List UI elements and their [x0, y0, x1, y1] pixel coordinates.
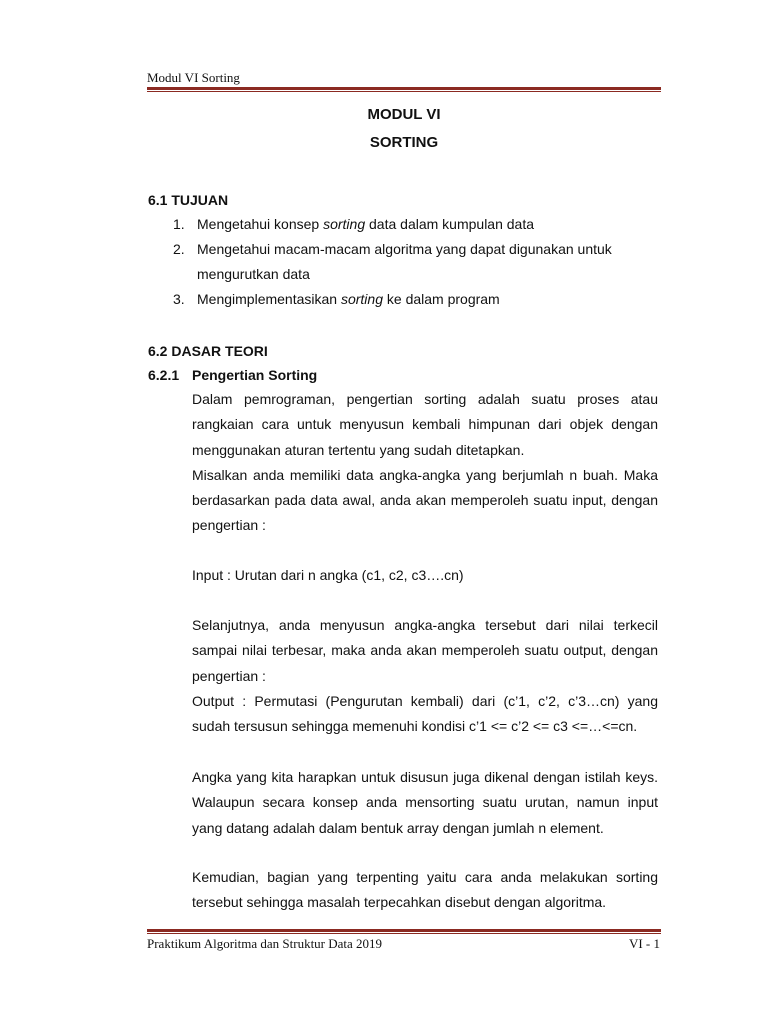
paragraph: Dalam pemrograman, pengertian sorting adalah suatu proses atau rangkaian cara untuk menyusun kembali himpunan dari objek dengan menggunakan aturan tertentu yang sudah ditetapkan. — [192, 391, 658, 458]
subsection-title: Pengertian Sorting — [192, 367, 318, 383]
subsection-heading — [148, 367, 317, 383]
paragraph-block — [192, 765, 658, 841]
list-number: 1. — [173, 216, 185, 232]
list-emphasis: sorting — [323, 216, 366, 232]
paragraph-block — [192, 689, 658, 740]
paragraph: Kemudian, bagian yang terpenting yaitu cara anda melakukan sorting tersebut sehingga masalah terpecahkan disebut dengan algoritma. — [192, 869, 658, 911]
list-emphasis: sorting — [340, 291, 383, 307]
list-text: Mengimplementasikan — [197, 291, 341, 307]
paragraph: Output : Permutasi (Pengurutan kembali) dari (c’1, c’2, c’3…cn) yang sudah tersusun sehingga memenuhi kondisi c’1 <= c’2 <= c3 <=…<=cn. — [192, 693, 658, 735]
paragraph: Misalkan anda memiliki data angka-angka yang berjumlah n buah. Maka berdasarkan pada data awal, anda akan memperoleh suatu input, dengan pengertian : — [192, 466, 658, 534]
objectives-list — [173, 212, 661, 312]
list-text: ke dalam program — [383, 291, 500, 307]
footer-text: Praktikum Algoritma dan Struktur Data 2019 — [147, 936, 383, 951]
module-title: MODUL VI — [367, 106, 441, 123]
subsection-number: 6.2.1 — [148, 367, 180, 383]
list-item — [173, 287, 661, 312]
paragraph-block — [192, 613, 658, 689]
list-text: data dalam kumpulan data — [365, 216, 535, 232]
list-text: Mengetahui konsep — [197, 216, 324, 232]
list-number: 3. — [173, 291, 185, 307]
paragraph-block — [192, 563, 658, 588]
section-heading-dasar-teori: 6.2 DASAR TEORI — [148, 343, 268, 359]
paragraph: Input : Urutan dari n angka (c1, c2, c3….cn) — [192, 567, 464, 583]
running-header: Modul VI Sorting — [147, 70, 240, 85]
page-number: VI - 1 — [628, 936, 660, 951]
list-number: 2. — [173, 241, 185, 257]
header-rule — [147, 87, 661, 92]
paragraph: Angka yang kita harapkan untuk disusun juga dikenal dengan istilah keys. Walaupun secara konsep anda mensorting suatu urutan, namun input yang datang adalah dalam bentuk array dengan jumlah n element. — [192, 769, 658, 836]
list-text: Mengetahui macam-macam algoritma yang dapat digunakan untuk mengurutkan data — [197, 241, 612, 282]
list-item — [173, 237, 661, 287]
section-heading-tujuan: 6.1 TUJUAN — [148, 192, 229, 208]
module-subtitle: SORTING — [369, 134, 439, 151]
paragraph: Selanjutnya, anda menyusun angka-angka tersebut dari nilai terkecil sampai nilai terbesar, maka anda akan memperoleh suatu output, dengan pengertian : — [192, 617, 658, 684]
paragraph-block — [192, 387, 658, 539]
footer-rule — [147, 929, 661, 934]
list-item — [173, 212, 661, 237]
paragraph-block — [192, 865, 658, 916]
